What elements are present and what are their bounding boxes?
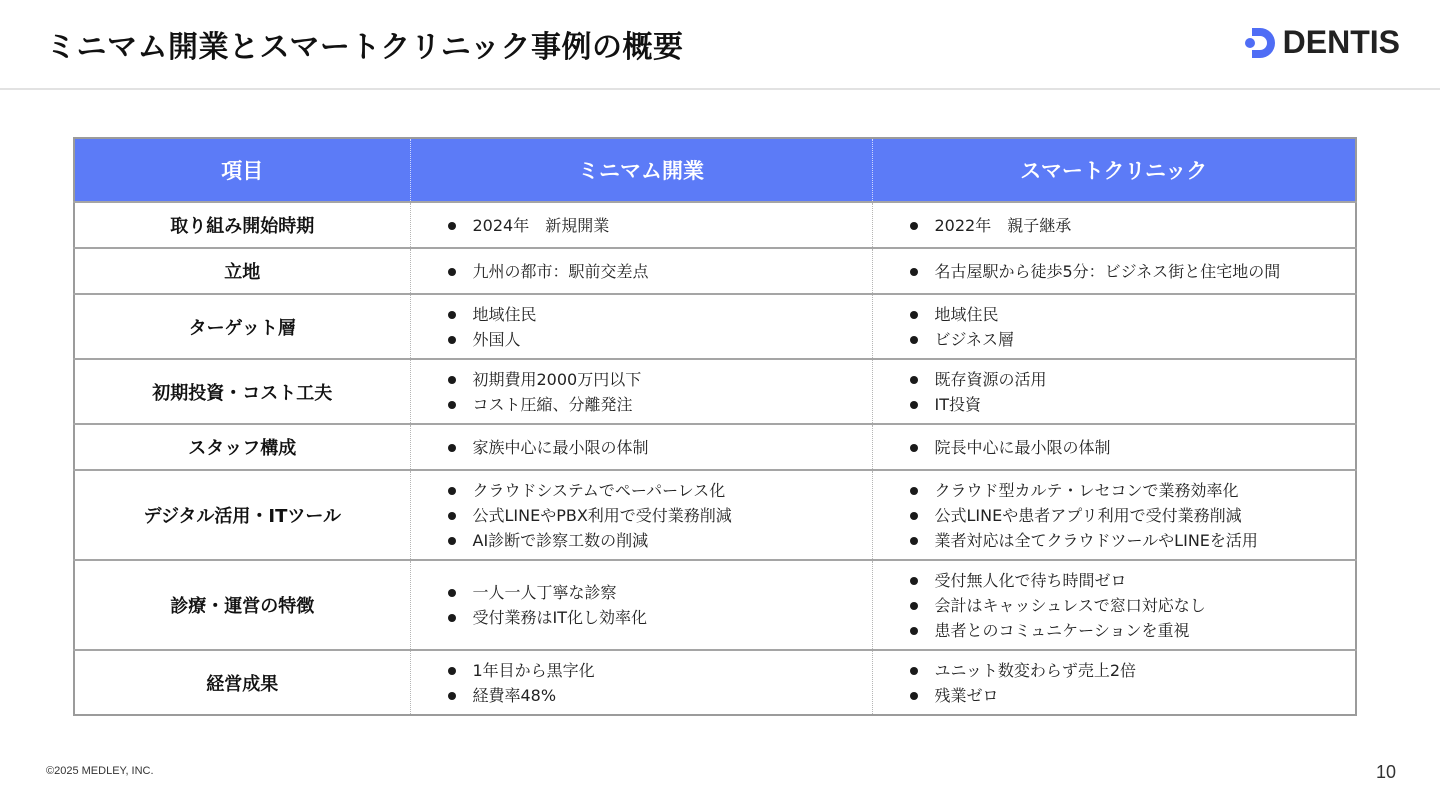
bullet-item: 残業ゼロ [907,683,1356,708]
bullet-item: 名古屋駅から徒歩5分：ビジネス街と住宅地の間 [907,259,1356,284]
bullet-list [873,435,1356,460]
bullet-list [873,478,1356,553]
row-item-label: 取り組み開始時期 [74,202,410,248]
bullet-item: 業者対応は全てクラウドツールやLINEを活用 [907,528,1356,553]
bullet-item: 公式LINEや患者アプリ利用で受付業務削減 [907,503,1356,528]
cell-smart [872,202,1356,248]
row-item-label: 診療・運営の特徴 [74,560,410,650]
bullet-item: 会計はキャッシュレスで窓口対応なし [907,593,1356,618]
bullet-list [411,259,872,284]
bullet-list [411,302,872,352]
bullet-list [873,568,1356,643]
table-row [74,650,1356,715]
bullet-item: 一人一人丁寧な診察 [445,580,872,605]
header-item: 項目 [74,138,410,202]
bullet-item: 2022年 親子継承 [907,213,1356,238]
cell-smart [872,248,1356,294]
bullet-item: 1年目から黒字化 [445,658,872,683]
table-row [74,248,1356,294]
table-row [74,470,1356,560]
table-row [74,294,1356,359]
cell-minimum [410,248,872,294]
cell-smart [872,294,1356,359]
cell-minimum [410,202,872,248]
bullet-item: 地域住民 [445,302,872,327]
bullet-list [411,435,872,460]
bullet-item: 地域住民 [907,302,1356,327]
row-item-label: 初期投資・コスト工夫 [74,359,410,424]
bullet-item: ユニット数変わらず売上2倍 [907,658,1356,683]
bullet-item: 九州の都市：駅前交差点 [445,259,872,284]
bullet-item: 初期費用2000万円以下 [445,367,872,392]
bullet-list [411,580,872,630]
bullet-item: 院長中心に最小限の体制 [907,435,1356,460]
bullet-item: クラウド型カルテ・レセコンで業務効率化 [907,478,1356,503]
bullet-item: クラウドシステムでペーパーレス化 [445,478,872,503]
table-body [74,202,1356,715]
dentis-logo-icon [1243,26,1277,60]
table-row [74,560,1356,650]
bullet-list [411,478,872,553]
table-row [74,424,1356,470]
comparison-table [73,137,1357,716]
row-item-label: ターゲット層 [74,294,410,359]
cell-smart [872,424,1356,470]
comparison-table-wrapper [73,137,1355,716]
bullet-item: 外国人 [445,327,872,352]
cell-minimum [410,470,872,560]
bullet-item: AI診断で診察工数の削減 [445,528,872,553]
copyright: ©2025 MEDLEY, INC. [46,765,154,777]
page-title: ミニマム開業とスマートクリニック事例の概要 [46,30,684,65]
cell-smart [872,650,1356,715]
bullet-item: ビジネス層 [907,327,1356,352]
bullet-list [873,259,1356,284]
cell-smart [872,359,1356,424]
bullet-item: コスト圧縮、分離発注 [445,392,872,417]
row-item-label: スタッフ構成 [74,424,410,470]
dentis-logo [1243,24,1400,61]
logo-text: DENTIS [1282,24,1400,60]
cell-smart [872,470,1356,560]
cell-smart [872,560,1356,650]
bullet-item: 経費率48% [445,683,872,708]
cell-minimum [410,294,872,359]
header [0,0,1440,90]
cell-minimum [410,424,872,470]
row-item-label: 経営成果 [74,650,410,715]
bullet-item: 受付業務はIT化し効率化 [445,605,872,630]
bullet-item: 既存資源の活用 [907,367,1356,392]
bullet-item: 2024年 新規開業 [445,213,872,238]
page-number: 10 [1375,762,1396,782]
bullet-item: 受付無人化で待ち時間ゼロ [907,568,1356,593]
table-row [74,359,1356,424]
bullet-list [873,213,1356,238]
header-minimum: ミニマム開業 [410,138,872,202]
row-item-label: デジタル活用・ITツール [74,470,410,560]
bullet-item: 公式LINEやPBX利用で受付業務削減 [445,503,872,528]
bullet-list [411,367,872,417]
header-smart: スマートクリニック [872,138,1356,202]
cell-minimum [410,560,872,650]
row-item-label: 立地 [74,248,410,294]
bullet-list [873,302,1356,352]
bullet-item: 患者とのコミュニケーションを重視 [907,618,1356,643]
cell-minimum [410,359,872,424]
table-header-row [74,138,1356,202]
bullet-list [873,367,1356,417]
bullet-item: 家族中心に最小限の体制 [445,435,872,460]
table-row [74,202,1356,248]
bullet-list [411,658,872,708]
bullet-item: IT投資 [907,392,1356,417]
bullet-list [411,213,872,238]
cell-minimum [410,650,872,715]
bullet-list [873,658,1356,708]
